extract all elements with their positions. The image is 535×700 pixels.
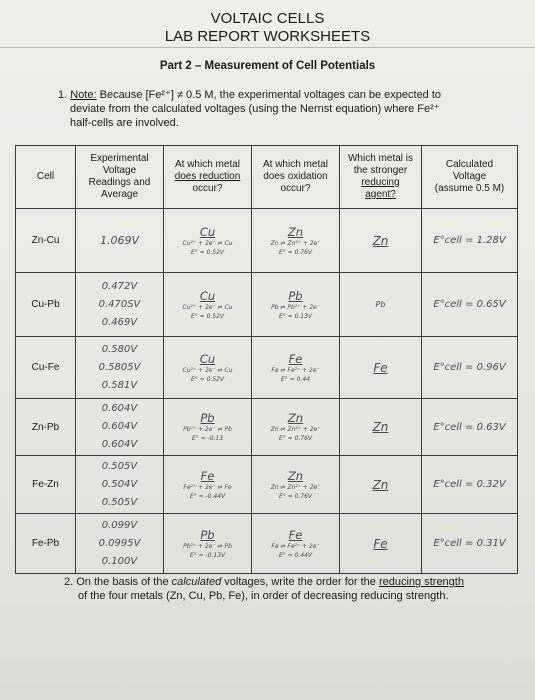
stronger-agent-cell xyxy=(340,399,422,456)
stronger-metal: Fe xyxy=(373,536,388,551)
oxidation-reaction: Pb ⇌ Pb²⁺ + 2e⁻ xyxy=(271,303,320,311)
table-header-row xyxy=(16,146,518,209)
cell-name: Zn-Pb xyxy=(16,399,76,456)
header-text: At which metal xyxy=(262,159,329,170)
cell-name: Cu-Pb xyxy=(16,273,76,337)
reduction-metal-cell xyxy=(164,273,252,337)
oxidation-reaction: Zn ⇌ Zn²⁺ + 2e⁻ xyxy=(270,426,321,433)
worksheet-subtitle: LAB REPORT WORKSHEETS xyxy=(164,28,371,45)
oxidation-reaction: Fe ⇌ Fe²⁺ + 2e⁻ xyxy=(271,366,320,374)
voltage-reading: 0.604V xyxy=(101,403,138,414)
voltage-reading: 0.581V xyxy=(101,379,138,391)
voltage-reading: 0.470SV xyxy=(98,298,141,310)
oxidation-metal: Pb xyxy=(288,288,303,303)
table-row xyxy=(16,273,518,337)
question-number: 2. xyxy=(64,576,74,588)
voltage-reading: 1.069V xyxy=(99,233,139,247)
reduction-potential: E° = -0.13 xyxy=(191,435,224,442)
header-reduction xyxy=(164,146,252,209)
header-text: reducing xyxy=(361,177,400,188)
oxidation-metal: Zn xyxy=(287,411,304,425)
note-line-3: half-cells are involved. xyxy=(70,117,179,129)
oxidation-reaction: Zn ⇌ Zn²⁺ + 2e⁻ xyxy=(270,483,321,491)
reduction-potential: E° = -0.13V xyxy=(189,551,226,559)
header-divider xyxy=(0,47,535,48)
note-line-2: deviate from the calculated voltages (using the Nernst equation) where Fe²⁺ xyxy=(70,103,440,115)
oxidation-metal-cell xyxy=(252,399,340,456)
oxidation-reaction: Zn ⇌ Zn²⁺ + 2e⁻ xyxy=(270,239,321,247)
header-stronger-agent xyxy=(340,146,422,209)
question-text: voltages, write the order for the xyxy=(224,576,376,588)
calculated-voltage: E°cell = 0.32V xyxy=(422,456,518,514)
voltage-reading: 0.504V xyxy=(101,478,138,490)
oxidation-metal: Fe xyxy=(288,527,303,542)
reduction-reaction: Pb²⁺ + 2e⁻ ⇌ Pb xyxy=(183,542,232,550)
table-row xyxy=(16,399,518,456)
header-oxidation xyxy=(252,146,340,209)
header-text: Which metal is xyxy=(347,153,413,164)
oxidation-metal-cell xyxy=(252,456,340,514)
reduction-metal-cell xyxy=(164,456,252,514)
reduction-reaction: Fe²⁺ + 2e⁻ ⇌ Fe xyxy=(183,483,232,491)
stronger-metal: Zn xyxy=(372,233,389,248)
cell-name: Cu-Fe xyxy=(16,337,76,399)
stronger-agent-cell xyxy=(340,273,422,337)
header-text: occur? xyxy=(280,183,311,194)
cell-name: Fe-Zn xyxy=(16,456,76,514)
reduction-metal: Fe xyxy=(200,468,215,483)
note-label: Note: xyxy=(70,89,97,101)
reduction-potential: E° = -0.44V xyxy=(189,492,226,500)
question-2 xyxy=(64,575,504,603)
reduction-metal: Pb xyxy=(200,527,215,542)
reduction-metal: Cu xyxy=(199,288,216,303)
oxidation-metal-cell xyxy=(252,514,340,574)
header-text: At which metal xyxy=(174,159,241,170)
voltage-reading: 0.604V xyxy=(101,439,138,450)
calculated-voltage: E°cell = 0.65V xyxy=(422,273,518,337)
oxidation-metal-cell xyxy=(252,273,340,337)
question-text: On the basis of the xyxy=(76,576,169,588)
question-text: of the four metals (Zn, Cu, Pb, Fe), in order of decreasing reducing strength. xyxy=(78,590,449,602)
oxidation-potential: E° = 0.76V xyxy=(278,248,313,256)
header-text: agent? xyxy=(365,189,396,200)
oxidation-potential: E° = 0.44V xyxy=(278,551,313,559)
oxidation-metal-cell xyxy=(252,209,340,273)
oxidation-metal-cell xyxy=(252,337,340,399)
table-row xyxy=(16,209,518,273)
header-text: Average xyxy=(100,189,139,200)
note-line-1: Because [Fe²⁺] ≠ 0.5 M, the experimental voltages can be expected to xyxy=(99,89,442,101)
header-calculated xyxy=(422,146,518,209)
question-emphasis: calculated xyxy=(171,576,222,588)
reduction-reaction: Cu²⁺ + 2e⁻ ⇌ Cu xyxy=(182,303,233,311)
voltage-reading: 0.5805V xyxy=(98,361,141,373)
reduction-metal-cell xyxy=(164,337,252,399)
reduction-potential: E° = 0.52V xyxy=(190,312,225,320)
header-text: Readings and xyxy=(88,177,151,188)
calculated-voltage: E°cell = 0.96V xyxy=(422,337,518,399)
reduction-metal: Cu xyxy=(199,351,216,366)
stronger-metal: Pb xyxy=(375,300,386,309)
oxidation-potential: E° = 0.76V xyxy=(278,435,313,442)
header-text: Voltage xyxy=(102,165,137,176)
oxidation-potential: E° = 0.76V xyxy=(278,492,313,500)
reduction-potential: E° = 0.52V xyxy=(190,248,225,256)
header-text: Voltage xyxy=(452,171,487,182)
voltage-readings xyxy=(76,273,164,337)
reduction-metal-cell xyxy=(164,399,252,456)
oxidation-metal: Zn xyxy=(287,468,304,483)
oxidation-metal: Fe xyxy=(288,351,303,366)
reduction-reaction: Cu²⁺ + 2e⁻ ⇌ Cu xyxy=(182,239,233,247)
voltage-readings xyxy=(76,456,164,514)
note-paragraph xyxy=(58,88,498,130)
header-text: does oxidation xyxy=(263,171,328,182)
table-row xyxy=(16,337,518,399)
header-text: occur? xyxy=(192,183,223,194)
question-emphasis: reducing strength xyxy=(378,576,464,588)
table-row xyxy=(16,514,518,574)
cell-name: Zn-Cu xyxy=(16,209,76,273)
voltage-reading: 0.100V xyxy=(101,555,138,567)
cell-potential-table xyxy=(15,145,518,574)
reduction-metal: Cu xyxy=(199,224,216,239)
voltage-readings xyxy=(76,337,164,399)
voltage-reading: 0.604V xyxy=(101,421,138,432)
voltage-readings xyxy=(76,209,164,273)
stronger-agent-cell xyxy=(340,209,422,273)
header-text: does reduction xyxy=(174,171,241,182)
header-cell: Cell xyxy=(16,146,76,209)
reduction-reaction: Pb²⁺ + 2e⁻ ⇌ Pb xyxy=(183,426,232,433)
reduction-reaction: Cu²⁺ + 2e⁻ ⇌ Cu xyxy=(182,366,233,374)
oxidation-reaction: Fe ⇌ Fe²⁺ + 2e⁻ xyxy=(271,542,320,550)
stronger-metal: Zn xyxy=(372,477,389,492)
reduction-metal: Pb xyxy=(200,411,215,425)
calculated-voltage: E°cell = 1.28V xyxy=(422,209,518,273)
voltage-reading: 0.472V xyxy=(101,280,138,292)
part-heading: Part 2 – Measurement of Cell Potentials xyxy=(159,60,376,72)
stronger-agent-cell xyxy=(340,514,422,574)
calculated-voltage: E°cell = 0.63V xyxy=(422,399,518,456)
voltage-reading: 0.505V xyxy=(101,496,138,508)
voltage-reading: 0.580V xyxy=(101,343,138,355)
worksheet-title: VOLTAIC CELLS xyxy=(210,10,325,27)
reduction-potential: E° = 0.52V xyxy=(190,375,225,383)
cell-name: Fe-Pb xyxy=(16,514,76,574)
reduction-metal-cell xyxy=(164,209,252,273)
voltage-reading: 0.505V xyxy=(101,460,138,472)
stronger-agent-cell xyxy=(340,456,422,514)
voltage-readings xyxy=(76,399,164,456)
oxidation-potential: E° = 0.13V xyxy=(278,312,313,320)
table-row xyxy=(16,456,518,514)
reduction-metal-cell xyxy=(164,514,252,574)
stronger-metal: Fe xyxy=(373,360,388,375)
header-experimental xyxy=(76,146,164,209)
voltage-reading: 0.0995V xyxy=(98,537,141,549)
header-text: the stronger xyxy=(353,165,408,176)
note-number: 1. xyxy=(58,89,68,101)
stronger-agent-cell xyxy=(340,337,422,399)
stronger-metal: Zn xyxy=(372,420,389,434)
voltage-reading: 0.099V xyxy=(101,519,138,531)
calculated-voltage: E°cell = 0.31V xyxy=(422,514,518,574)
voltage-reading: 0.469V xyxy=(101,316,138,328)
header-text: (assume 0.5 M) xyxy=(434,183,505,194)
oxidation-metal: Zn xyxy=(287,224,304,239)
header-text: Calculated xyxy=(445,159,494,170)
voltage-readings xyxy=(76,514,164,574)
header-text: Experimental xyxy=(90,153,149,164)
oxidation-potential: E° = 0.44 xyxy=(281,375,310,383)
